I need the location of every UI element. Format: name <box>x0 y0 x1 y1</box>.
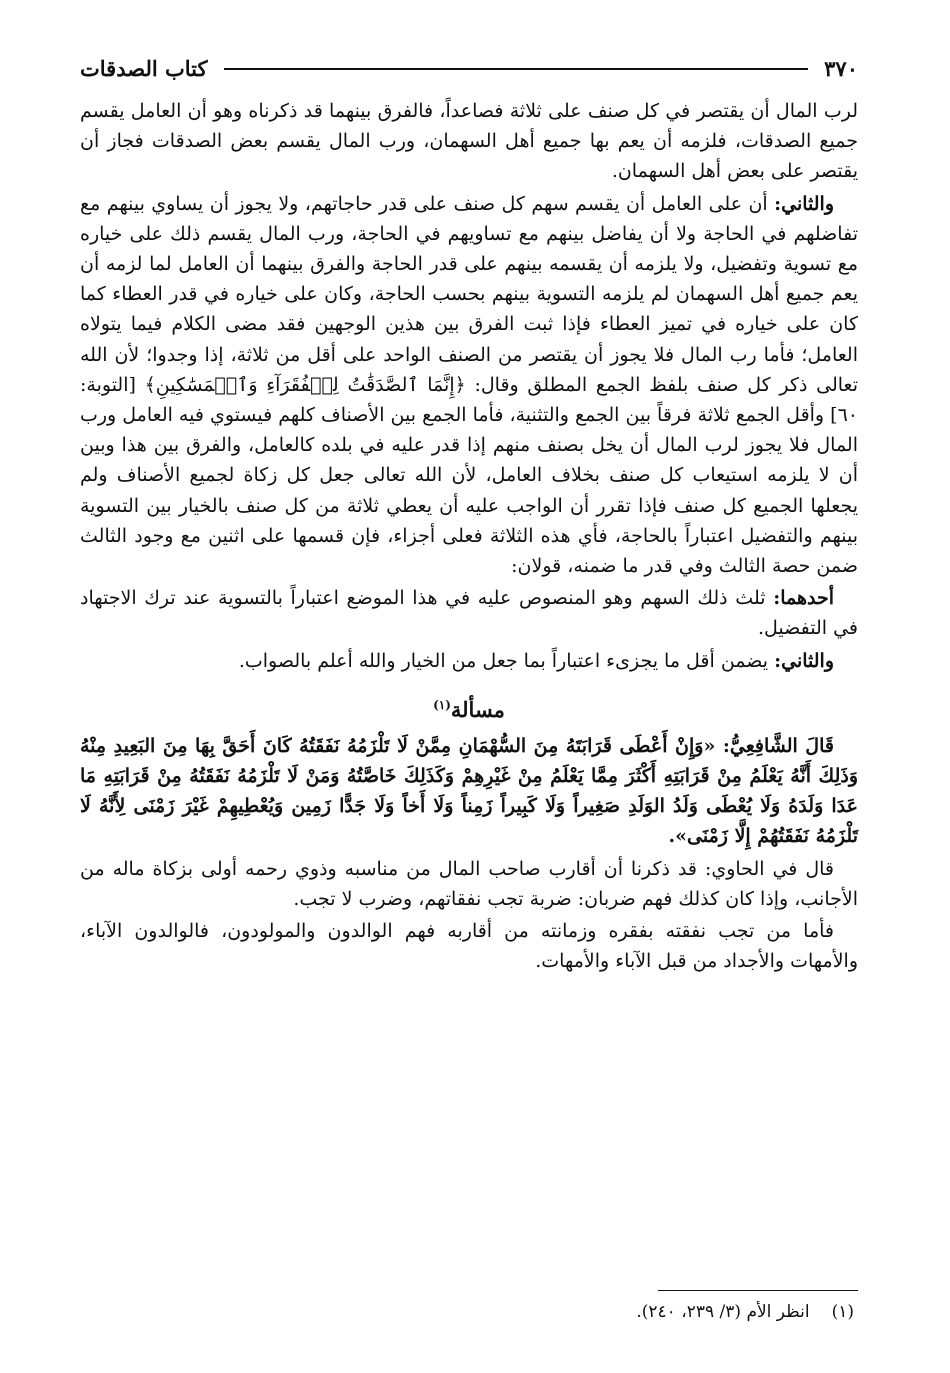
paragraph <box>80 646 858 676</box>
paragraph: قال في الحاوي: قد ذكرنا أن أقارب صاحب المال من مناسبه وذوي رحمه أولى بزكاة ماله من الأجانب، وإذا كان كذلك فهم ضربان: ضربة تجب نفقاتهم، وضرب لا تجب. <box>80 857 858 910</box>
footnotes <box>80 1290 858 1325</box>
paragraph-text: يضمن أقل ما يجزىء اعتباراً بما جعل من الخيار والله أعلم بالصواب. <box>238 649 775 672</box>
paragraph <box>80 189 858 582</box>
section-title: كتاب الصدقات <box>80 56 208 81</box>
footnote <box>80 1299 858 1325</box>
paragraph: فأما من تجب نفقته بفقره وزمانته من أقاربه فهم الوالدون والمولودون، فالوالدون الآباء، والأمهات والأجداد من قبل الآباء والأمهات. <box>80 920 858 973</box>
paragraph-lead: والثاني: <box>774 192 834 215</box>
paragraph <box>80 583 858 643</box>
page-number: ٣٧٠ <box>824 56 858 81</box>
paragraph-text: لرب المال أن يقتصر في كل صنف على ثلاثة فصاعداً، فالفرق بينهما قد ذكرناه وهو أن العامل يقسم جميع الصدقات، فلزمه أن يعم بها جميع أهل السهمان، ورب المال يقسم بعض الصدقات فجاز أن يقتصر على بعض أهل السهمان. <box>80 100 858 183</box>
masala-title: مسألة <box>450 696 505 722</box>
footnote-rule <box>658 1290 858 1291</box>
shafii-quote <box>80 731 858 852</box>
paragraph-lead: والثاني: <box>774 649 834 672</box>
paragraph-text: أن على العامل أن يقسم سهم كل صنف على قدر حاجاتهم، ولا يجوز أن يساوي بينهم مع تفاضلهم في الحاجة ولا أن يفاضل بينهم مع تساويهم في الحاجة، ورب المال يقسم ذلك على خياره مع تسوية وتفضيل، ولا يلزمه أن يقسمه بينهم على قدر الحاجة والفرق بينهما أن العامل لما لزمه أن يعم جميع أهل السهمان لم يلزمه التسوية بينهم بحسب الحاجة، وكان على خياره في قدر العطاء كما كان على خياره في تميز العطاء فإذا ثبت الفرق بين هذين الوجهين فقد مضى الكلام فيما يتولاه العامل؛ فأما رب المال فلا يجوز أن يقتصر من الصنف الواحد على أقل من ثلاثة، إذا وجدوا؛ لأن الله تعالى ذكر كل صنف بلفظ الجمع المطلق وقال: ﴿إِنَّمَا ٱلصَّدَقَٰتُ لِلۡفُقَرَآءِ وَٱلۡمَسَٰكِينِ﴾ [التوبة: ٦٠] وأقل الجمع ثلاثة فرقاً بين الجمع والتثنية، فأما الجمع بين الأصناف كلهم فيستوي فيه العامل ورب المال فلا يجوز لرب المال أن يخل بصنف منهم إذا قدر عليه في بلده كالعامل، والفرق بين هذا وبين أن لا يلزمه استيعاب كل صنف بخلاف العامل، لأن الله تعالى جعل كل زكاة لجميع الأصناف ولم يجعلها الجميع كل صنف فإذا تقرر أن الواجب عليه أن يعطي ثلاثة من كل صنف بالخيار بين التسوية بينهم والتفضيل اعتباراً بالحاجة، فأي هذه الثلاثة فعلى أجزاء، فإن قسمها على اثنين مع وجود الثالث ضمن حصة الثالث وفي قدر ما ضمنه، قولان: <box>80 192 858 578</box>
paragraph-lead: أحدهما: <box>773 587 834 610</box>
masala-heading <box>80 688 858 727</box>
header-rule <box>224 68 809 70</box>
footnote-marker: (١) <box>831 1302 854 1322</box>
quote-lead: قَالَ الشَّافِعِيُّ: <box>722 734 834 757</box>
footnote-ref: (١) <box>433 697 451 712</box>
quote-text: «وَإِنْ أَعْطَى قَرَابَتَهُ مِنَ السُّهْمَانِ مِمَّنْ لَا تَلْزَمُهُ نَفَقَتُهُ كَانَ أَحَقَّ بِهَا مِنَ البَعِيدِ مِنْهُ وَذَلِكَ أَنَّهُ يَعْلَمُ مِنْ قَرَابَتِهِ أَكْثَرَ مِمَّا يَعْلَمُ مِنْ غَيْرِهِمْ وَكَذَلِكَ خَاصَّتُهُ وَمَنْ لَا تَلْزَمُهُ نَفَقَتُهُ مِنْ قَرَابَتِهِ مَا عَدَا وَلَدَهُ وَلَا يُعْطَى وَلَدُ الوَلَدِ صَغِيراً وَلَا كَبِيراً زَمِناً وَلَا أَخاً وَلَا جَدًّا زَمِين وَيُعْطِيهِمْ غَيْرَ زَمْنَى لِأَنَّهُ لَا تَلْزَمُهُ نَفَقَتُهُمْ إِلَّا زَمْنَى». <box>80 734 858 848</box>
page-body <box>80 96 858 976</box>
footnote-text: انظر الأم (٣/ ٢٣٩، ٢٤٠). <box>636 1302 810 1322</box>
paragraph-text: ثلث ذلك السهم وهو المنصوص عليه في هذا الموضع اعتباراً بالتسوية عند ترك الاجتهاد في التفضيل. <box>80 587 858 640</box>
paragraph <box>80 96 858 187</box>
running-header <box>80 54 858 84</box>
